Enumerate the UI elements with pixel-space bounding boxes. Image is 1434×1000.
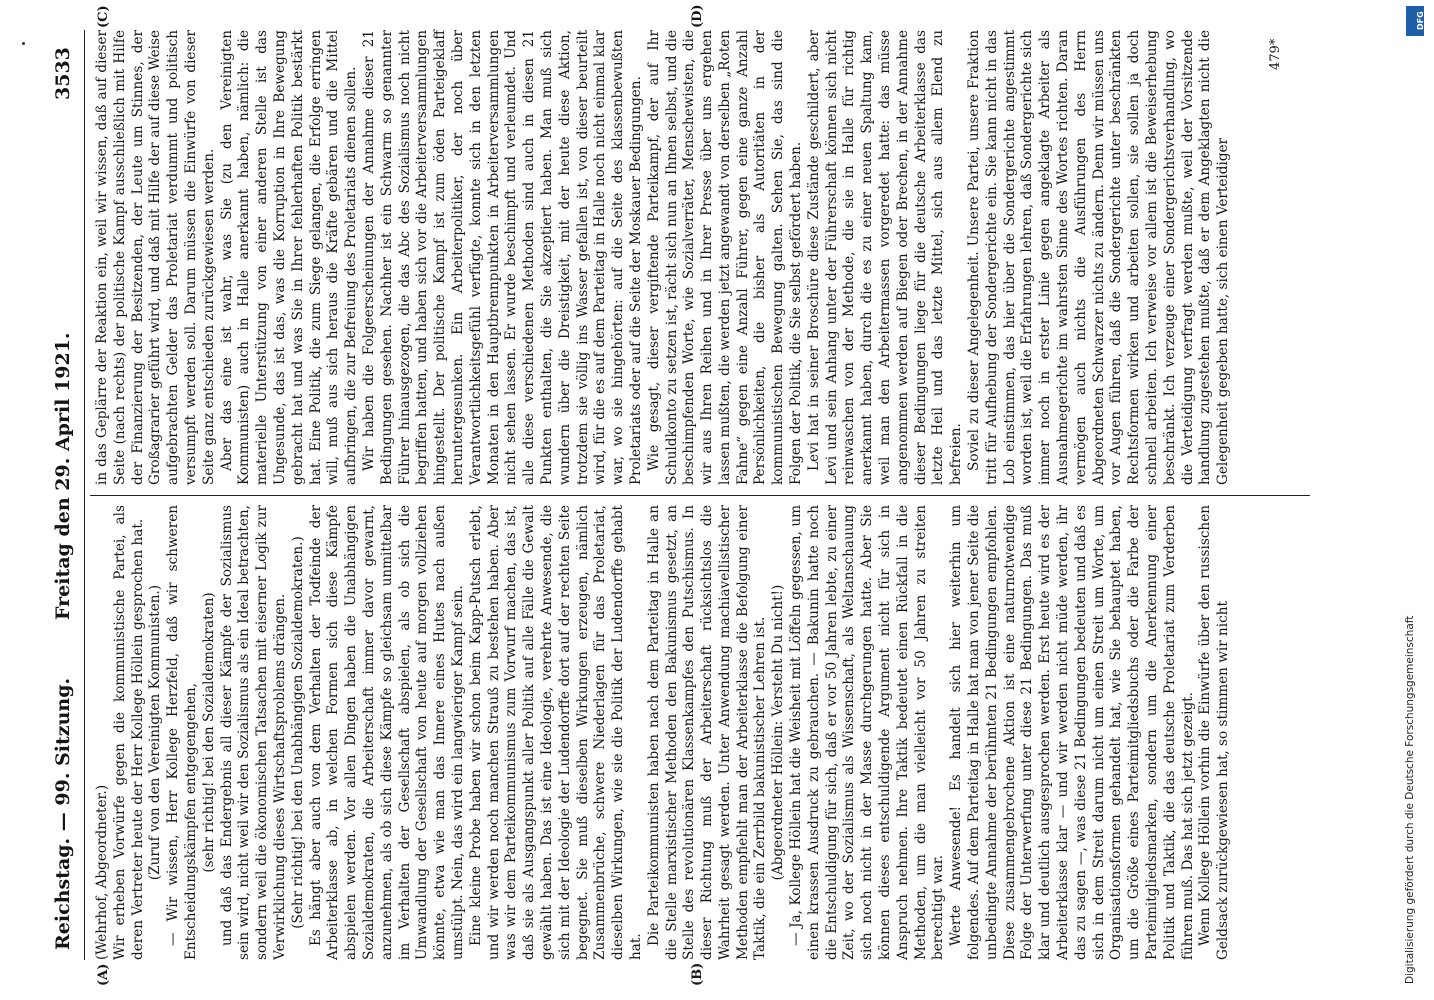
paragraph: (Zuruf von den Vereinigten Kommunisten.) [147,584,164,881]
dfg-logo: DFG [1406,6,1424,36]
paragraph: Wie gesagt, dieser vergiftende Parteikampf, der auf Ihr Schuldkonto zu setzen ist, rächt sich nun an Ihnen selbst, und die beschimpfenden Worte, wie Sozialverräter, Menschewisten, die wir aus Ihren Reihen und in Ihrer Presse über uns ergehen lassen mußten, die werden jetzt angewandt von derselben „Roten Fahne“ gegen eine Anzahl Führer, gegen eine ganze Anzahl Persönlichkeiten, die bisher als Autoritäten in der kommunistischen Bewegung galten. Sehen Sie, das sind die Folgen der Politik, die Sie selbst gefördert haben. [645,30,805,485]
paragraph: (Wehrhof, Abgeordneter.) [94,784,110,960]
running-header [52,0,78,1000]
header-center: Freitag den 29. April 1921. [52,332,74,620]
left-column [94,505,1233,960]
paragraph: und daß das Endergebnis all dieser Kämpfe der Sozialismus sein wird, nicht weil wir den Sozialismus als ein Ideal betrachten, sondern weil die ökonomischen Tatsachen mit eiserner Logik zur Verwirklichung dieses Wirtschaftsproblems drängen. [218,505,288,960]
paragraph: Soviel zu dieser Angelegenheit. Unsere Partei, unsere Fraktion tritt für Aufhebung der Sondergerichte ein. Sie kann nicht in das Lob einstimmen, das hier über die Sondergerichte angestimmt worden ist, weil die Erfahrungen lehren, daß Sondergerichte sich immer noch in erster Linie gegen angeklagte Arbeiter als Ausnahmegerichte im wahrsten Sinne des Wortes richten. Daran vermögen auch nichts die Ausführungen des Herrn Abgeordneten Schwarzer nichts zu ändern. Denn wir müssen uns vor Augen führen, daß die Sondergerichte unter beschränkten Rechtsformen wirken und arbeiten sollen, sie sollen ja doch schnell arbeiten. Ich verweise vor allem ist die Beweiserhebung beschränkt. Ich verzeuge einer Sondergerichtsverhandlung, wo die Verteidigung verfragt werden mußte, weil der Vorsitzende handlung zugestehen mußte, daß er dem Angeklagten nicht die Gelegenheit gegeben hatte, sich einen Verteidiger [966,30,1232,485]
paragraph: Aber das eine ist wahr, was Sie (zu den Vereinigten Kommunisten) auch in Halle anerkannt haben, nämlich: die materielle Unterstützung von einer anderen Stelle ist das Ungesunde, das ist das, was die Korruption in Ihre Bewegung gebracht hat und was Sie in Ihrer fehlerhaften Politik bestärkt hat. Eine Politik, die zum Siege gelangen, die Erfolge erringen will, muß aus sich heraus die Kräfte gebären und die Mittel aufbringen, die zur Befreiung des Proletariats dienen sollen. [218,30,360,485]
paragraph: Es hängt aber auch von dem Verhalten der Todfeinde der Arbeiterklasse ab, in welchen Formen sich diese Kämpfe abspielen werden. Vor allen Dingen haben die Unabhängigen Sozialdemokraten, die Arbeiterschaft immer davor gewarnt, anzunehmen, als ob sich diese Kämpfe so gleichsam unmittelbar im Verhalten der Gesellschaft abspielen, als ob sich die Umwandlung der Gesellschaft von heute auf morgen vollziehen könnte, etwa wie man das Innere eines Hutes nach außen umstülpt. Nein, das wird ein langwieriger Kampf sein. [307,505,466,960]
page-number: 3533 [52,47,74,100]
paragraph: Wenn Kollege Höllein vorhin die Einwürfe über den russischen Geldsack zurückgewiesen hat, so stimmen wir nicht [1197,505,1232,960]
paragraph: in das Geplärre der Reaktion ein, weil wir wissen, daß auf dieser Seite (nach rechts) der politische Kampf ausschließlich mit Hilfe der Finanzierung der Besitzenden, der Leute um Stinnes, der Großagrarier geführt wird, und daß mit Hilfe der auf diese Weise aufgebrachten Gelder das Proletariat verdummt und politisch versumpft werden soll. Darum müssen die Einwürfe von dieser Seite ganz entschieden zurückgewiesen werden. [94,30,217,485]
paragraph: Werte Anwesende! Es handelt sich hier weiterhin um folgendes. Auf dem Parteitag in Halle hat man von jener Seite die unbedingte Annahme der berühmten 21 Bedingungen empfohlen. Diese zusammengebrochene Aktion ist eine naturnotwendige Folge der Unterwerfung unter diese 21 Bedingungen. Das muß klar und deutlich ausgesprochen werden. Erst heute wird es der Arbeiterklasse klar — und wir werden nicht müde werden, ihr das zu sagen —, was diese 21 Bedingungen bedeuten und daß es sich in dem Streit darum nicht um einen Streit um Worte, um Organisationsformen gehandelt hat, wie Sie behauptet haben, um die Größe eines Parteimitgliedsbuchs oder die Farbe der Parteimitgliedsmarken, sondern um die Anerkennung einer Politik und Taktik, die das deutsche Proletariat zum Verderben führen muß. Das hat sich jetzt gezeigt. [948,505,1196,960]
paragraph: — Wir wissen, Herr Kollege Herzfeld, daß wir schweren Entscheidungskämpfen entgegengehen, [165,505,199,960]
digitization-credit: Digitalisierung gefördert durch die Deutsche Forschungsgemeinschaft [1404,615,1416,984]
paragraph: Wir haben die Folgeerscheinungen der Annahme dieser 21 Bedingungen gesehen. Nachher ist ein Schwarm so genannter Führer hinausgezogen, die das Abc des Sozialismus noch nicht begriffen hatten, und haben sich vor die Arbeiterversammlungen hingestellt. Der politische Kampf ist zum öden Parteigeklaff heruntergesunken. Ein Arbeiterpolitiker, der noch über Verantwortlichkeitsgefühl verfügte, konnte sich in den letzten Monaten in den Hauptbrennpunkten in Arbeiterversammlungen nicht sehen lassen. Er wurde beschimpft und verleumdet. Und alle diese verschiedenen Methoden sind auch in diesen 21 Punkten enthalten, die Sie akzeptiert haben. Man muß sich wundern über die Dreistigkeit, mit der heute diese Aktion, trotzdem sie völlig ins Wasser gefallen ist, von dieser beurteilt wird, für die es auf dem Parteitag in Halle noch nicht einmal klar war, wo sie hingehörten: auf die Seite des klassenbewußten Proletariats oder auf die Seite der Moskauer Bedingungen. [360,30,644,485]
paragraph: (Sehr richtig! bei den Unabhängigen Sozialdemokraten.) [289,536,306,929]
paragraph: (Abgeordneter Höllein: Versteht Du nicht!) [770,584,787,881]
margin-mark-b: (B) [690,962,705,986]
margin-mark-c: (C) [96,5,111,28]
right-column [94,30,1233,485]
paragraph: Die Parteikommunisten haben nach dem Parteitag in Halle an die Stelle marxistischer Methoden den Bakunismus gesetzt, an Stelle des revolutionären Klassenkampfes den Putschismus. In dieser Richtung muß der Arbeiterschaft rücksichtslos die Wahrheit gesagt werden. Unter Anwendung machiavellistischer Methoden empfiehlt man der Arbeiterklasse die Befolgung einer Taktik, die ein Zerrbild bakunistischer Lehren ist. [645,505,769,960]
ink-speck [22,42,25,45]
paragraph: (sehr richtig! bei den Sozialdemokraten) [200,592,217,873]
paragraph: Eine kleine Probe haben wir schon beim Kapp-Putsch erlebt, und wir werden noch manchen Strauß zu bestehen haben. Aber was wir dem Parteikommunismus zum Vorwurf machen, das ist, daß sie als Ausgangspunkt aller Politik auf alle Fälle die Gewalt gewählt haben. Das ist eine Ideologie, verehrte Anwesende, die sich mit der Ideologie der Ludendorffe dort auf der rechten Seite begegnet. Sie muß dieselben Wirkungen erzeugen, nämlich Zusammenbrüche, schwere Niederlagen für das Proletariat, dieselben Wirkungen, wie sie die Politik der Ludendorffe gehabt hat. [467,505,644,960]
column-separator [90,495,1310,496]
margin-mark-d: (D) [690,4,705,28]
margin-mark-a: (A) [96,963,111,986]
paragraph: Levi hat in seiner Broschüre diese Zustände geschildert, aber Levi und sein Anhang unter der Führerschaft können sich nicht reinwaschen von der Methode, die sie in Halle für richtig anerkannt haben, durch die es zu einer neuen Spaltung kam, weil man den Arbeitermassen vorgeredet hatte: das müsse angenommen werden auf Biegen oder Brechen, in der Annahme dieser Bedingungen liege für die deutsche Arbeiterklasse das letzte Heil und das letzte Mittel, sich aus allem Elend zu befreien. [805,30,965,485]
header-rule [84,30,85,960]
paragraph: Wir erheben Vorwürfe gegen die kommunistische Partei, als deren Vertreter heute der Herr Kollege Höllein gesprochen hat. [111,505,146,960]
paragraph: — Ja, Kollege Höllein hat die Weisheit mit Löffeln gegessen, um einen krassen Ausdruck zu gebrauchen. — Bakunin hatte noch die Entschuldigung für sich, daß er vor 50 Jahren lebte, zu einer Zeit, wo der Sozialismus als Wissenschaft, als Weltanschauung sich noch nicht in der Masse durchgerungen hatte. Aber Sie können dieses entschuldigende Argument nicht für sich in Anspruch nehmen. Ihre Taktik bedeutet einen Rückfall in die Methoden, um die man vielleicht vor 50 Jahren zu streiten berechtigt war. [788,505,947,960]
header-left: Reichstag. — 99. Sitzung. [52,677,74,950]
signature-mark: 479* [1268,38,1283,70]
